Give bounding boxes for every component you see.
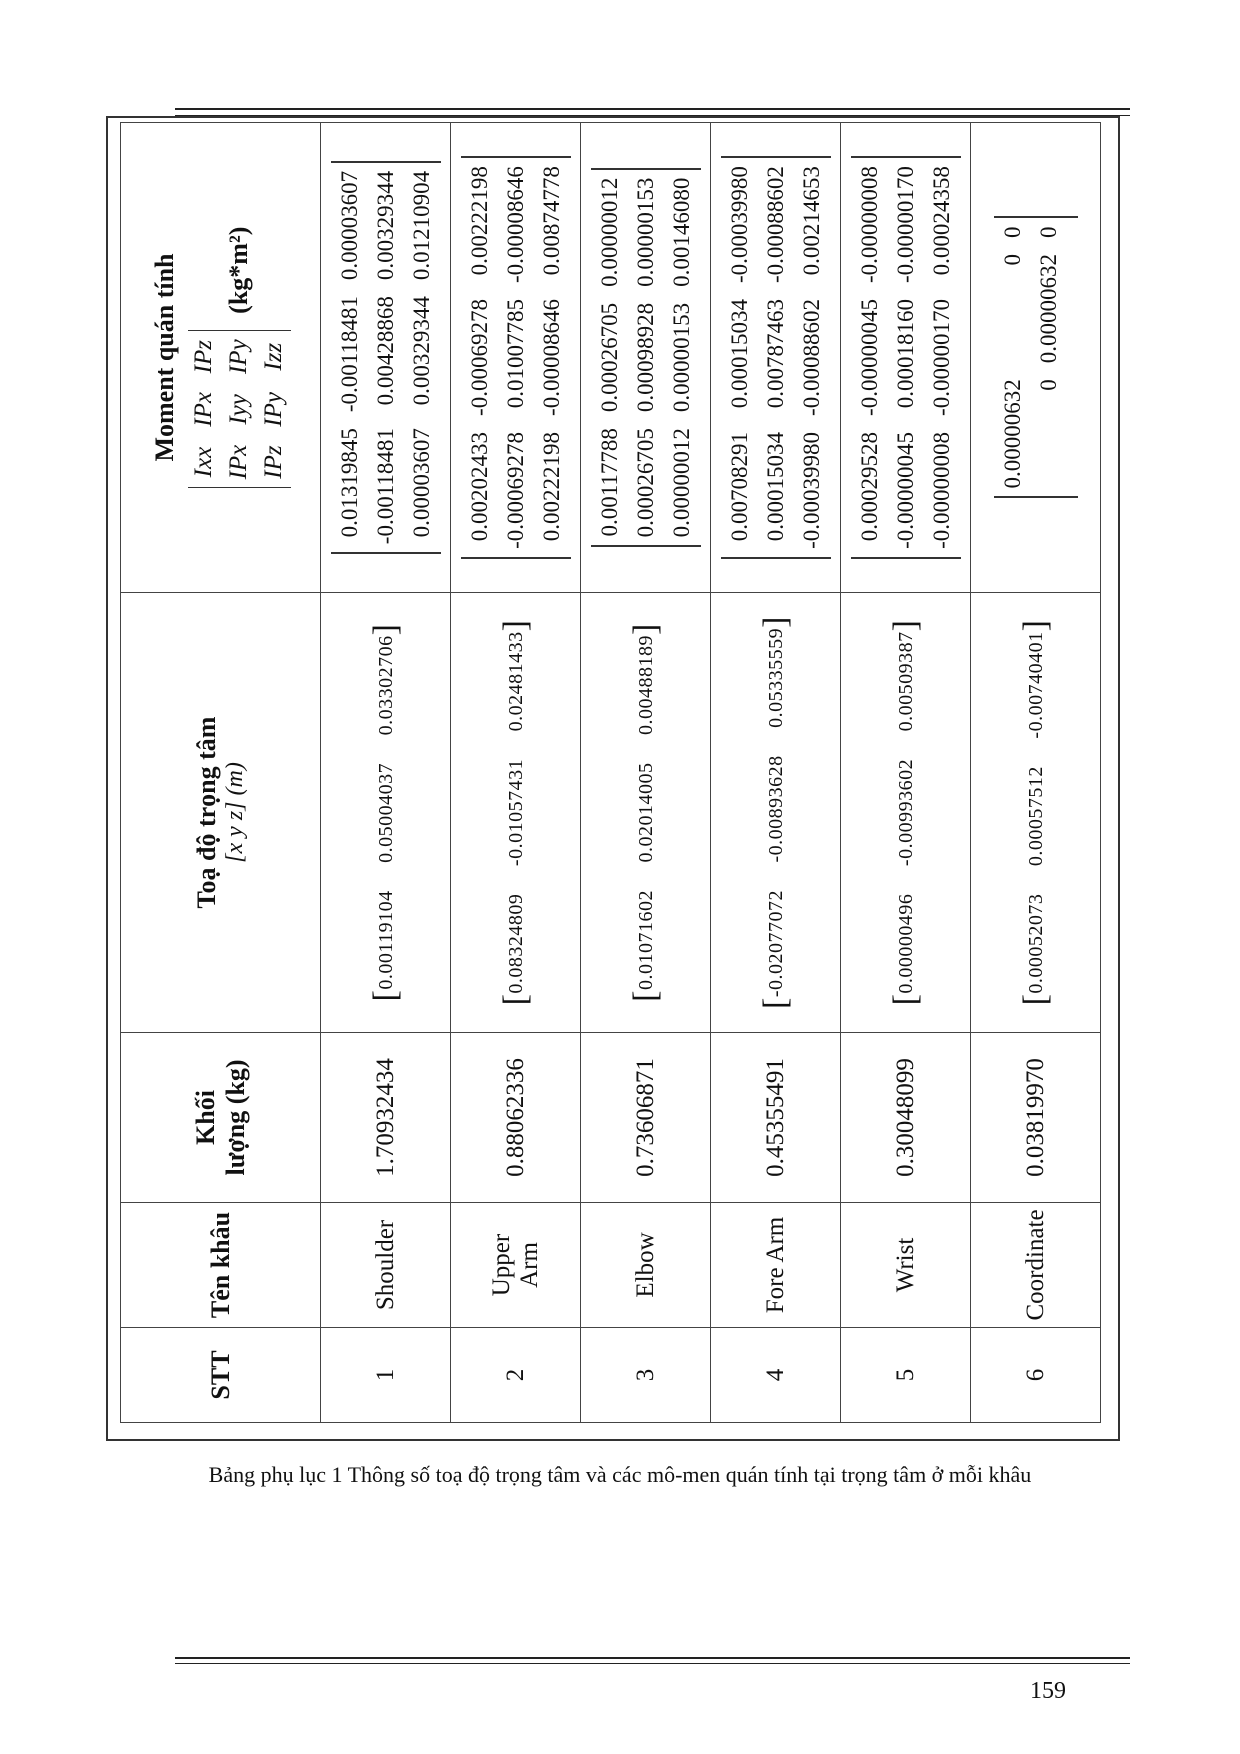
com-z: 0.03302706 (374, 635, 397, 736)
com-y: -0.01057431 (504, 758, 527, 867)
inertia-entry: -0.00000008 (856, 166, 882, 284)
cell-link-name: Fore Arm (711, 1203, 841, 1328)
com-x: 0.00119104 (374, 890, 397, 990)
inertia-entry: 0.00329344 (408, 296, 434, 406)
inertia-entry: 0 (999, 254, 1025, 266)
cell-center-of-mass (451, 593, 581, 1033)
cell-inertia-matrix (971, 123, 1101, 593)
bracket-left: [ (1016, 993, 1054, 1006)
header-moment-title: Moment quán tính (150, 253, 180, 462)
inertia-entry: -0.00000045 (892, 431, 918, 549)
inertia-matrix (721, 156, 831, 559)
cell-mass: 0.88062336 (451, 1033, 581, 1203)
bracket-left: [ (366, 989, 404, 1002)
inertia-entry: -0.00000008 (928, 431, 954, 549)
com-vector (1016, 619, 1054, 1006)
bracket-left: [ (756, 997, 794, 1009)
inertia-entry: -0.00088602 (798, 299, 824, 416)
table-row (841, 123, 971, 1423)
inertia-entry: 0 (999, 226, 1025, 238)
inertia-entry: -0.00039980 (798, 431, 824, 549)
cell-center-of-mass (971, 593, 1101, 1033)
inertia-entry: 0.00000153 (632, 177, 658, 287)
cell-mass: 0.45355491 (711, 1033, 841, 1203)
inertia-entry: 0 (1035, 379, 1061, 391)
bracket-right: ] (756, 616, 794, 628)
inertia-parameters-table (120, 122, 1101, 1423)
inertia-entry: 0.00329344 (372, 170, 398, 281)
inertia-entry: 0.01319845 (336, 428, 362, 538)
inertia-entry: 0.00015034 (762, 431, 788, 542)
table-row (451, 123, 581, 1423)
com-y: 0.02014005 (634, 762, 657, 863)
com-y: -0.00993602 (894, 758, 917, 867)
com-y: 0.05004037 (374, 762, 397, 863)
com-vector (366, 623, 404, 1002)
inertia-entry: -0.00008646 (502, 166, 528, 284)
inertia-entry: 0.00146080 (668, 177, 694, 287)
inertia-entry: 0.00000632 (999, 379, 1025, 489)
cell-inertia-matrix (711, 123, 841, 593)
moment-symbol: IPy (225, 339, 253, 375)
com-x: 0.08324809 (504, 893, 527, 994)
table-frame (106, 116, 1120, 1441)
inertia-entry: 0.00874778 (538, 166, 564, 276)
page-number: 159 (1030, 1678, 1066, 1704)
cell-inertia-matrix (841, 123, 971, 593)
header-mass (121, 1033, 321, 1203)
cell-center-of-mass (321, 593, 451, 1033)
inertia-matrix (591, 168, 701, 548)
header-mass-line1: Khối (190, 1090, 220, 1145)
cell-mass: 1.70932434 (321, 1033, 451, 1203)
inertia-entry: 0.00026705 (632, 428, 658, 538)
moment-symbol: IPz (259, 445, 287, 479)
bracket-right: ] (626, 623, 664, 635)
inertia-entry: -0.00069278 (466, 299, 492, 416)
com-z: 0.02481433 (504, 631, 527, 732)
cell-mass: 0.73606871 (581, 1033, 711, 1203)
inertia-entry: 0.00015034 (726, 299, 752, 409)
moment-symbol: Iyy (225, 394, 253, 425)
cell-stt: 1 (321, 1328, 451, 1423)
bracket-right: ] (886, 619, 924, 632)
table-row (581, 123, 711, 1423)
cell-stt: 4 (711, 1328, 841, 1423)
com-vector (756, 616, 794, 1009)
header-moment-unit: (kg*m²) (224, 226, 254, 314)
table-header-row (121, 123, 321, 1423)
inertia-entry: -0.00118481 (372, 428, 398, 545)
com-x: 0.01071602 (634, 890, 657, 990)
inertia-entry: -0.00000045 (856, 299, 882, 416)
inertia-entry: 0.00000632 (1035, 254, 1061, 364)
moment-symbol: Ixx (190, 446, 218, 478)
com-x: -0.02077072 (764, 890, 787, 998)
inertia-entry: 0.00000012 (668, 428, 694, 538)
table-row (971, 123, 1101, 1423)
inertia-entry: 0.00708291 (726, 431, 752, 542)
moment-symbol: Izz (259, 342, 287, 371)
moment-symbol: IPy (259, 392, 287, 427)
bracket-left: [ (496, 993, 534, 1006)
inertia-entry: 0.00214653 (798, 166, 824, 276)
bracket-right: ] (496, 619, 534, 632)
com-vector (496, 619, 534, 1006)
cell-stt: 3 (581, 1328, 711, 1423)
footer-rule-thin (175, 1663, 1130, 1664)
inertia-entry: -0.00008646 (538, 299, 564, 416)
cell-stt: 6 (971, 1328, 1101, 1423)
inertia-entry: 0.00222198 (538, 431, 564, 542)
inertia-entry: -0.00069278 (502, 431, 528, 549)
inertia-entry: 0.00003607 (336, 170, 362, 281)
com-x: 0.00052073 (1024, 893, 1047, 994)
cell-center-of-mass (581, 593, 711, 1033)
cell-center-of-mass (841, 593, 971, 1033)
inertia-entry: 0.00428868 (372, 296, 398, 406)
cell-inertia-matrix (321, 123, 451, 593)
com-y: 0.00057512 (1024, 766, 1047, 867)
cell-mass: 0.03819970 (971, 1033, 1101, 1203)
rotated-landscape-content (108, 118, 1118, 1439)
cell-inertia-matrix (451, 123, 581, 593)
cell-link-name: Shoulder (321, 1203, 451, 1328)
moment-symbol: IPz (190, 340, 218, 374)
cell-mass: 0.30048099 (841, 1033, 971, 1203)
header-com-vector: [x y z] (m) (221, 762, 248, 863)
inertia-entry: 0.00026705 (596, 302, 622, 413)
com-x: 0.00000496 (894, 893, 917, 994)
inertia-entry: -0.00000170 (928, 299, 954, 416)
cell-inertia-matrix (581, 123, 711, 593)
com-z: 0.00488189 (634, 635, 657, 735)
header-name: Tên khâu (121, 1203, 321, 1328)
inertia-matrix (331, 161, 441, 554)
cell-stt: 2 (451, 1328, 581, 1423)
cell-center-of-mass (711, 593, 841, 1033)
inertia-entry: 0.00018160 (892, 299, 918, 409)
header-moment-matrix (188, 330, 290, 488)
com-z: -0.00740401 (1024, 631, 1047, 739)
table-row (711, 123, 841, 1423)
header-center-of-mass (121, 593, 321, 1033)
inertia-entry: 0.00000153 (668, 302, 694, 413)
com-vector (886, 619, 924, 1006)
header-mass-line2: lượng (kg) (220, 1059, 250, 1176)
bracket-right: ] (366, 623, 404, 636)
inertia-entry: 0 (1035, 226, 1061, 238)
inertia-entry: 0.01210904 (408, 170, 434, 281)
inertia-matrix (994, 217, 1078, 499)
inertia-entry: 0.00787463 (762, 299, 788, 409)
bracket-right: ] (1016, 619, 1054, 632)
moment-symbol: IPx (190, 392, 218, 427)
table-body (321, 123, 1101, 1423)
moment-symbol: IPx (225, 444, 253, 480)
header-stt: STT (121, 1328, 321, 1423)
com-z: 0.00509387 (894, 631, 917, 732)
com-vector (626, 623, 664, 1002)
inertia-entry: 0.00117788 (596, 428, 622, 537)
inertia-entry: 0.00024358 (928, 166, 954, 276)
inertia-entry: 0.00003607 (408, 428, 434, 538)
inertia-entry: 0.00222198 (466, 166, 492, 276)
bracket-left: [ (626, 990, 664, 1002)
inertia-entry: 0.00202433 (466, 431, 492, 542)
inertia-matrix (851, 156, 961, 559)
cell-stt: 5 (841, 1328, 971, 1423)
com-y: -0.00893628 (764, 755, 787, 863)
inertia-entry: -0.00118481 (336, 296, 362, 413)
com-z: 0.05335559 (764, 627, 787, 728)
bracket-left: [ (886, 993, 924, 1006)
inertia-matrix (461, 156, 571, 559)
cell-link-name: Elbow (581, 1203, 711, 1328)
inertia-entry: 0.00000012 (596, 177, 622, 287)
table-caption: Bảng phụ lục 1 Thông số toạ độ trọng tâm và các mô-men quán tính tại trọng tâm ở mỗi khâu (208, 1462, 1032, 1487)
cell-link-name: Wrist (841, 1203, 971, 1328)
inertia-entry: -0.00039980 (726, 166, 752, 284)
table-row (321, 123, 451, 1423)
cell-link-name: Coordinate (971, 1203, 1101, 1328)
header-moment (121, 123, 321, 593)
inertia-entry: -0.00088602 (762, 166, 788, 284)
inertia-entry: 0.00029528 (856, 431, 882, 542)
header-com-title: Toạ độ trọng tâm (191, 716, 221, 909)
inertia-entry: 0.01007785 (502, 299, 528, 409)
inertia-entry: 0.00098928 (632, 302, 658, 413)
header-rule-thick (175, 108, 1130, 110)
footer-rule-thick (175, 1657, 1130, 1659)
inertia-entry: -0.00000170 (892, 166, 918, 284)
cell-link-name: Upper Arm (451, 1203, 581, 1328)
